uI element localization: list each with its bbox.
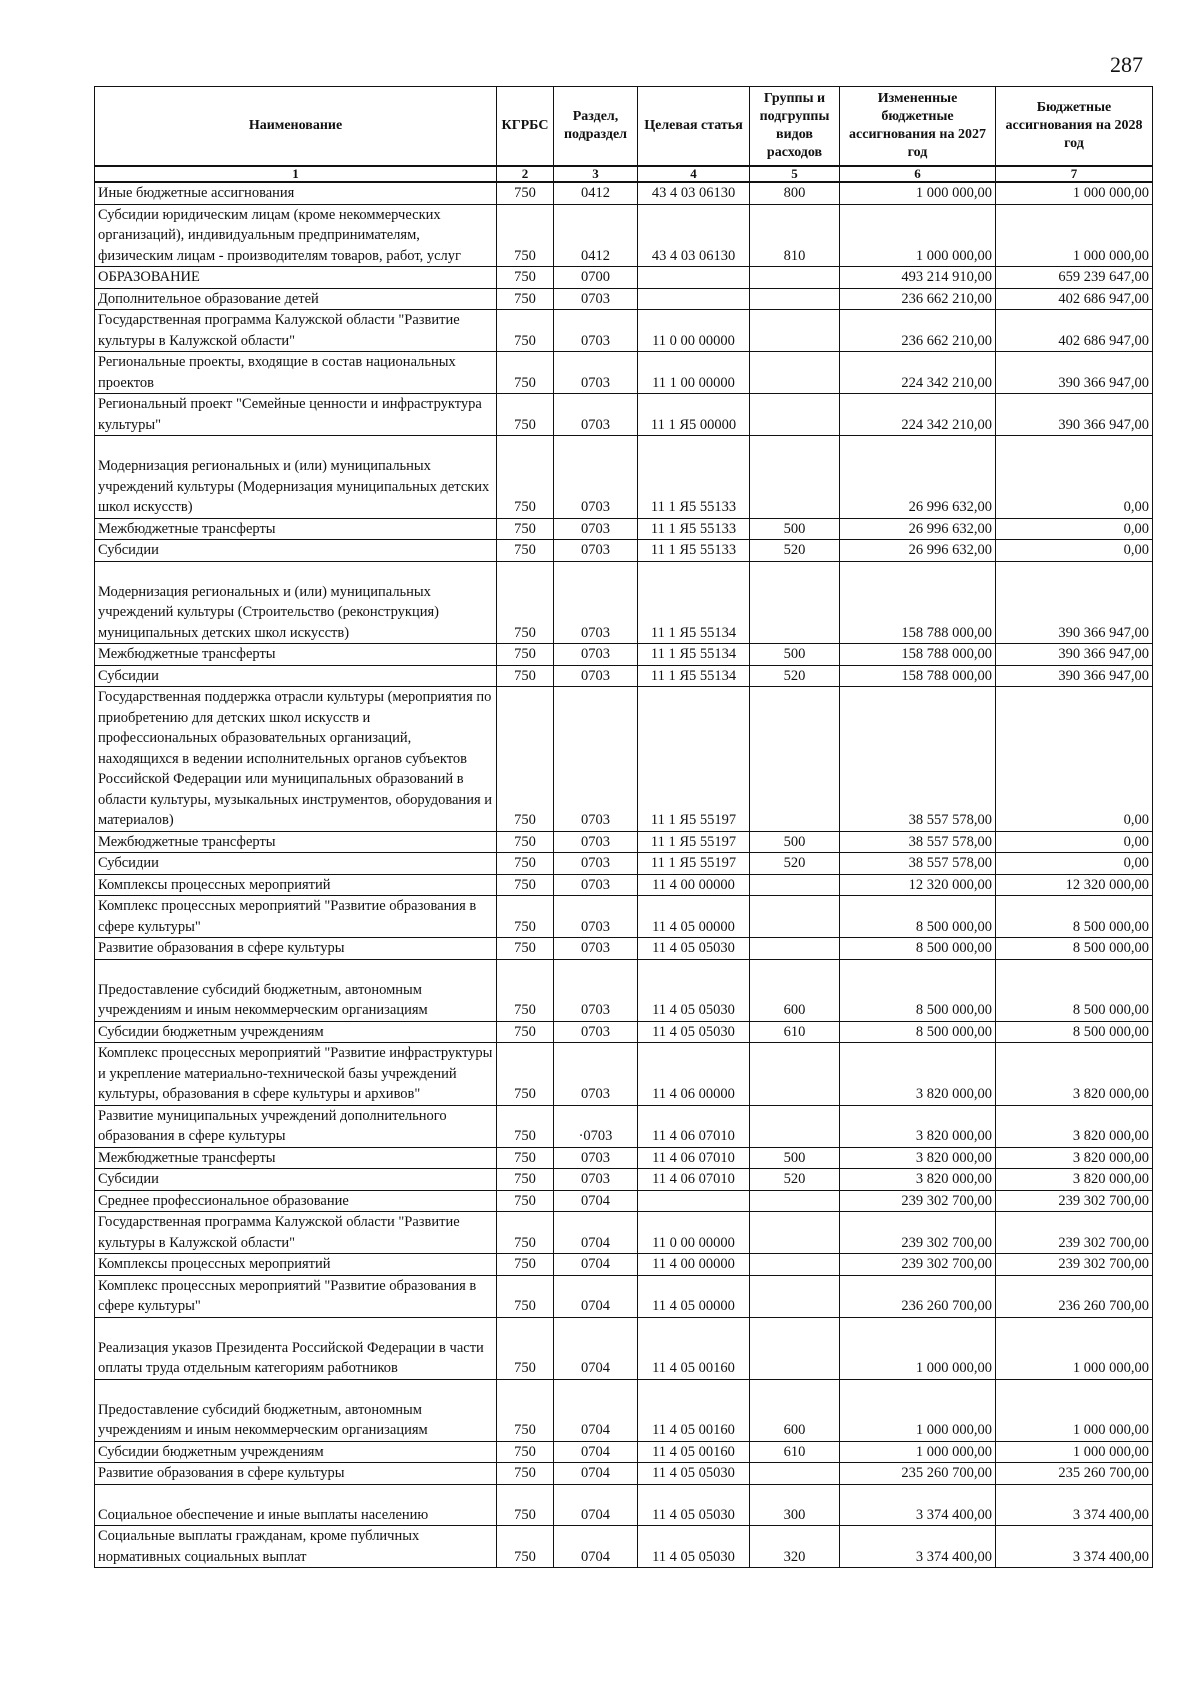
cell-group — [750, 896, 840, 938]
cell-2028: 0,00 — [996, 687, 1153, 832]
cell-group — [750, 1254, 840, 1276]
cell-kgrbs: 750 — [497, 665, 554, 687]
cell-article: 11 1 00 00000 — [638, 352, 750, 394]
cell-article: 43 4 03 06130 — [638, 182, 750, 204]
cell-name: Комплексы процессных мероприятий — [95, 874, 497, 896]
cell-section: ·0703 — [554, 1105, 638, 1147]
cell-article — [638, 267, 750, 289]
cell-2027: 8 500 000,00 — [840, 1021, 996, 1043]
table-row — [95, 644, 1153, 666]
cell-section: 0703 — [554, 540, 638, 562]
column-number: 7 — [996, 166, 1153, 182]
cell-name: Комплекс процессных мероприятий "Развитие образования в сфере культуры" — [95, 1275, 497, 1317]
cell-2027: 26 996 632,00 — [840, 436, 996, 519]
cell-2027: 1 000 000,00 — [840, 1317, 996, 1379]
cell-2027: 493 214 910,00 — [840, 267, 996, 289]
cell-2028: 236 260 700,00 — [996, 1275, 1153, 1317]
cell-2028: 0,00 — [996, 853, 1153, 875]
cell-2027: 8 500 000,00 — [840, 938, 996, 960]
cell-kgrbs: 750 — [497, 959, 554, 1021]
table-row — [95, 561, 1153, 644]
cell-kgrbs: 750 — [497, 182, 554, 204]
cell-group: 500 — [750, 831, 840, 853]
cell-name: Государственная программа Калужской области "Развитие культуры в Калужской области" — [95, 310, 497, 352]
cell-group — [750, 1463, 840, 1485]
cell-kgrbs: 750 — [497, 518, 554, 540]
table-row — [95, 1463, 1153, 1485]
page-number: 287 — [1110, 52, 1143, 77]
table-row — [95, 1275, 1153, 1317]
cell-article: 11 4 06 00000 — [638, 1043, 750, 1106]
cell-name: Субсидии — [95, 665, 497, 687]
table-row — [95, 1190, 1153, 1212]
table-row — [95, 1317, 1153, 1379]
cell-2028: 8 500 000,00 — [996, 896, 1153, 938]
header-article: Целевая статья — [638, 87, 750, 167]
budget-table — [94, 86, 1153, 1568]
cell-section: 0704 — [554, 1254, 638, 1276]
cell-kgrbs: 750 — [497, 853, 554, 875]
cell-article — [638, 288, 750, 310]
cell-group: 500 — [750, 644, 840, 666]
cell-name: Комплекс процессных мероприятий "Развитие инфраструктуры и укрепление материально-технической базы учреждений культуры, образования в сфере культуры и архивов" — [95, 1043, 497, 1106]
cell-group: 520 — [750, 853, 840, 875]
cell-name: Социальные выплаты гражданам, кроме публичных нормативных социальных выплат — [95, 1526, 497, 1568]
cell-kgrbs: 750 — [497, 1275, 554, 1317]
cell-article: 11 4 06 07010 — [638, 1169, 750, 1191]
cell-section: 0704 — [554, 1275, 638, 1317]
cell-2028: 3 820 000,00 — [996, 1169, 1153, 1191]
cell-2027: 239 302 700,00 — [840, 1254, 996, 1276]
cell-2027: 26 996 632,00 — [840, 540, 996, 562]
cell-article: 11 4 00 00000 — [638, 1254, 750, 1276]
cell-kgrbs: 750 — [497, 1317, 554, 1379]
cell-kgrbs: 750 — [497, 1043, 554, 1106]
cell-group: 600 — [750, 959, 840, 1021]
cell-name: Социальное обеспечение и иные выплаты населению — [95, 1484, 497, 1526]
cell-name: Предоставление субсидий бюджетным, автономным учреждениям и иным некоммерческим организациям — [95, 1379, 497, 1441]
cell-article: 11 4 05 00160 — [638, 1379, 750, 1441]
cell-section: 0704 — [554, 1526, 638, 1568]
table-row — [95, 1105, 1153, 1147]
cell-name: Модернизация региональных и (или) муниципальных учреждений культуры (Модернизация муниципальных детских школ искусств) — [95, 436, 497, 519]
cell-article: 43 4 03 06130 — [638, 204, 750, 267]
cell-name: Комплексы процессных мероприятий — [95, 1254, 497, 1276]
cell-section: 0703 — [554, 938, 638, 960]
cell-section: 0704 — [554, 1484, 638, 1526]
cell-article: 11 4 05 05030 — [638, 938, 750, 960]
cell-2027: 239 302 700,00 — [840, 1212, 996, 1254]
cell-article — [638, 1190, 750, 1212]
cell-group — [750, 352, 840, 394]
cell-kgrbs: 750 — [497, 204, 554, 267]
table-row — [95, 394, 1153, 436]
cell-kgrbs: 750 — [497, 1169, 554, 1191]
table-row — [95, 204, 1153, 267]
cell-kgrbs: 750 — [497, 896, 554, 938]
cell-section: 0703 — [554, 853, 638, 875]
header-row — [95, 87, 1153, 167]
cell-2027: 1 000 000,00 — [840, 1441, 996, 1463]
cell-section: 0703 — [554, 436, 638, 519]
cell-article: 11 4 05 05030 — [638, 1484, 750, 1526]
cell-section: 0703 — [554, 288, 638, 310]
cell-section: 0703 — [554, 394, 638, 436]
cell-2028: 3 820 000,00 — [996, 1043, 1153, 1106]
column-number: 1 — [95, 166, 497, 182]
cell-article: 11 1 Я5 55133 — [638, 540, 750, 562]
table-row — [95, 1526, 1153, 1568]
cell-article: 11 4 06 07010 — [638, 1147, 750, 1169]
cell-section: 0704 — [554, 1463, 638, 1485]
table-row — [95, 831, 1153, 853]
cell-name: Субсидии — [95, 540, 497, 562]
cell-section: 0703 — [554, 518, 638, 540]
cell-group — [750, 288, 840, 310]
cell-section: 0703 — [554, 959, 638, 1021]
cell-article: 11 4 05 00160 — [638, 1441, 750, 1463]
cell-2027: 236 662 210,00 — [840, 288, 996, 310]
cell-group — [750, 267, 840, 289]
cell-section: 0704 — [554, 1379, 638, 1441]
cell-name: Субсидии — [95, 1169, 497, 1191]
cell-kgrbs: 750 — [497, 1441, 554, 1463]
table-row — [95, 267, 1153, 289]
cell-section: 0704 — [554, 1317, 638, 1379]
cell-article: 11 1 Я5 00000 — [638, 394, 750, 436]
cell-2028: 235 260 700,00 — [996, 1463, 1153, 1485]
cell-group — [750, 1317, 840, 1379]
cell-kgrbs: 750 — [497, 310, 554, 352]
table-row — [95, 959, 1153, 1021]
cell-2027: 12 320 000,00 — [840, 874, 996, 896]
cell-kgrbs: 750 — [497, 1190, 554, 1212]
cell-article: 11 4 06 07010 — [638, 1105, 750, 1147]
cell-name: Субсидии — [95, 853, 497, 875]
cell-2027: 158 788 000,00 — [840, 665, 996, 687]
cell-name: Развитие образования в сфере культуры — [95, 1463, 497, 1485]
cell-2028: 3 820 000,00 — [996, 1147, 1153, 1169]
table-row — [95, 853, 1153, 875]
column-number: 5 — [750, 166, 840, 182]
cell-2028: 8 500 000,00 — [996, 938, 1153, 960]
cell-group — [750, 436, 840, 519]
cell-article: 11 0 00 00000 — [638, 310, 750, 352]
cell-section: 0703 — [554, 687, 638, 832]
cell-group — [750, 561, 840, 644]
cell-2027: 3 820 000,00 — [840, 1105, 996, 1147]
table-row — [95, 1043, 1153, 1106]
cell-article: 11 4 05 05030 — [638, 1526, 750, 1568]
cell-2028: 0,00 — [996, 831, 1153, 853]
cell-2027: 235 260 700,00 — [840, 1463, 996, 1485]
cell-2028: 390 366 947,00 — [996, 561, 1153, 644]
table-row — [95, 874, 1153, 896]
cell-section: 0704 — [554, 1441, 638, 1463]
cell-kgrbs: 750 — [497, 561, 554, 644]
cell-2027: 3 374 400,00 — [840, 1484, 996, 1526]
cell-group — [750, 1043, 840, 1106]
cell-2028: 1 000 000,00 — [996, 204, 1153, 267]
cell-2028: 0,00 — [996, 518, 1153, 540]
cell-2028: 3 374 400,00 — [996, 1484, 1153, 1526]
cell-section: 0703 — [554, 1021, 638, 1043]
cell-article: 11 4 05 00000 — [638, 1275, 750, 1317]
cell-2028: 239 302 700,00 — [996, 1254, 1153, 1276]
table-row — [95, 1441, 1153, 1463]
header-section: Раздел, подраздел — [554, 87, 638, 167]
cell-section: 0703 — [554, 1169, 638, 1191]
cell-article: 11 4 05 05030 — [638, 1021, 750, 1043]
cell-article: 11 1 Я5 55133 — [638, 436, 750, 519]
cell-2028: 1 000 000,00 — [996, 1317, 1153, 1379]
cell-group: 800 — [750, 182, 840, 204]
cell-name: Комплекс процессных мероприятий "Развитие образования в сфере культуры" — [95, 896, 497, 938]
table-row — [95, 1021, 1153, 1043]
cell-kgrbs: 750 — [497, 1463, 554, 1485]
cell-article: 11 0 00 00000 — [638, 1212, 750, 1254]
table-row — [95, 1147, 1153, 1169]
cell-article: 11 4 05 05030 — [638, 959, 750, 1021]
cell-kgrbs: 750 — [497, 1021, 554, 1043]
cell-name: Модернизация региональных и (или) муниципальных учреждений культуры (Строительство (реконструкция) муниципальных детских школ искусств) — [95, 561, 497, 644]
cell-2028: 239 302 700,00 — [996, 1190, 1153, 1212]
cell-name: Межбюджетные трансферты — [95, 1147, 497, 1169]
table-row — [95, 310, 1153, 352]
table-body — [95, 182, 1153, 1568]
cell-section: 0412 — [554, 182, 638, 204]
cell-name: Субсидии бюджетным учреждениям — [95, 1441, 497, 1463]
cell-name: Региональный проект "Семейные ценности и инфраструктура культуры" — [95, 394, 497, 436]
cell-section: 0703 — [554, 1147, 638, 1169]
table-row — [95, 182, 1153, 204]
cell-kgrbs: 750 — [497, 644, 554, 666]
cell-2027: 3 820 000,00 — [840, 1043, 996, 1106]
cell-2028: 0,00 — [996, 540, 1153, 562]
cell-group — [750, 310, 840, 352]
cell-kgrbs: 750 — [497, 1379, 554, 1441]
cell-kgrbs: 750 — [497, 687, 554, 832]
table-row — [95, 938, 1153, 960]
cell-group — [750, 687, 840, 832]
table-row — [95, 1169, 1153, 1191]
cell-2028: 659 239 647,00 — [996, 267, 1153, 289]
cell-2027: 1 000 000,00 — [840, 204, 996, 267]
table-row — [95, 518, 1153, 540]
cell-2028: 8 500 000,00 — [996, 1021, 1153, 1043]
cell-2028: 402 686 947,00 — [996, 310, 1153, 352]
cell-article: 11 4 05 00000 — [638, 896, 750, 938]
cell-2027: 236 260 700,00 — [840, 1275, 996, 1317]
column-number: 3 — [554, 166, 638, 182]
cell-2027: 3 820 000,00 — [840, 1147, 996, 1169]
cell-2027: 1 000 000,00 — [840, 1379, 996, 1441]
cell-name: Развитие муниципальных учреждений дополнительного образования в сфере культуры — [95, 1105, 497, 1147]
table-row — [95, 687, 1153, 832]
cell-2027: 26 996 632,00 — [840, 518, 996, 540]
cell-article: 11 1 Я5 55197 — [638, 687, 750, 832]
cell-section: 0703 — [554, 665, 638, 687]
cell-group: 520 — [750, 665, 840, 687]
cell-name: Субсидии бюджетным учреждениям — [95, 1021, 497, 1043]
cell-name: Дополнительное образование детей — [95, 288, 497, 310]
cell-2028: 3 374 400,00 — [996, 1526, 1153, 1568]
cell-group: 520 — [750, 1169, 840, 1191]
cell-name: Межбюджетные трансферты — [95, 644, 497, 666]
table-row — [95, 1212, 1153, 1254]
cell-group — [750, 1212, 840, 1254]
cell-name: ОБРАЗОВАНИЕ — [95, 267, 497, 289]
cell-group: 810 — [750, 204, 840, 267]
cell-group — [750, 1275, 840, 1317]
cell-kgrbs: 750 — [497, 1484, 554, 1526]
cell-name: Государственная поддержка отрасли культуры (мероприятия по приобретению для детских школ искусств и профессиональных образовательных организаций, находящихся в ведении исполнительных органов субъектов Российской Федерации или муниципальных образований в области культуры, музыкальных инструментов, оборудования и материалов) — [95, 687, 497, 832]
cell-kgrbs: 750 — [497, 1147, 554, 1169]
cell-section: 0703 — [554, 352, 638, 394]
cell-group: 610 — [750, 1441, 840, 1463]
header-2028: Бюджетные ассигнования на 2028 год — [996, 87, 1153, 167]
cell-article: 11 1 Я5 55133 — [638, 518, 750, 540]
cell-article: 11 4 00 00000 — [638, 874, 750, 896]
cell-group: 500 — [750, 1147, 840, 1169]
table-row — [95, 540, 1153, 562]
table-row — [95, 896, 1153, 938]
header-kgrbs: КГРБС — [497, 87, 554, 167]
cell-group: 300 — [750, 1484, 840, 1526]
header-name: Наименование — [95, 87, 497, 167]
cell-article: 11 4 05 00160 — [638, 1317, 750, 1379]
cell-article: 11 1 Я5 55197 — [638, 853, 750, 875]
cell-2028: 1 000 000,00 — [996, 182, 1153, 204]
cell-2028: 3 820 000,00 — [996, 1105, 1153, 1147]
cell-section: 0703 — [554, 310, 638, 352]
cell-2027: 38 557 578,00 — [840, 831, 996, 853]
cell-article: 11 1 Я5 55134 — [638, 561, 750, 644]
cell-group: 520 — [750, 540, 840, 562]
cell-kgrbs: 750 — [497, 1526, 554, 1568]
cell-2027: 3 374 400,00 — [840, 1526, 996, 1568]
cell-kgrbs: 750 — [497, 1105, 554, 1147]
cell-group — [750, 1105, 840, 1147]
cell-kgrbs: 750 — [497, 1254, 554, 1276]
cell-2027: 239 302 700,00 — [840, 1190, 996, 1212]
table-row — [95, 288, 1153, 310]
cell-kgrbs: 750 — [497, 831, 554, 853]
cell-name: Иные бюджетные ассигнования — [95, 182, 497, 204]
cell-kgrbs: 750 — [497, 394, 554, 436]
header-group: Группы и подгруппы видов расходов — [750, 87, 840, 167]
table-row — [95, 1484, 1153, 1526]
cell-2028: 1 000 000,00 — [996, 1379, 1153, 1441]
cell-2028: 0,00 — [996, 436, 1153, 519]
cell-2028: 12 320 000,00 — [996, 874, 1153, 896]
cell-2027: 236 662 210,00 — [840, 310, 996, 352]
cell-2028: 390 366 947,00 — [996, 665, 1153, 687]
cell-2027: 224 342 210,00 — [840, 394, 996, 436]
cell-kgrbs: 750 — [497, 540, 554, 562]
table-row — [95, 436, 1153, 519]
column-number: 4 — [638, 166, 750, 182]
cell-article: 11 1 Я5 55134 — [638, 644, 750, 666]
cell-2027: 3 820 000,00 — [840, 1169, 996, 1191]
cell-kgrbs: 750 — [497, 874, 554, 896]
cell-section: 0704 — [554, 1212, 638, 1254]
cell-2027: 38 557 578,00 — [840, 687, 996, 832]
cell-name: Региональные проекты, входящие в состав национальных проектов — [95, 352, 497, 394]
cell-2027: 38 557 578,00 — [840, 853, 996, 875]
cell-group: 320 — [750, 1526, 840, 1568]
cell-kgrbs: 750 — [497, 436, 554, 519]
table-row — [95, 352, 1153, 394]
cell-2027: 8 500 000,00 — [840, 959, 996, 1021]
cell-section: 0703 — [554, 831, 638, 853]
cell-2028: 402 686 947,00 — [996, 288, 1153, 310]
cell-kgrbs: 750 — [497, 352, 554, 394]
cell-2028: 8 500 000,00 — [996, 959, 1153, 1021]
cell-2028: 1 000 000,00 — [996, 1441, 1153, 1463]
cell-section: 0703 — [554, 874, 638, 896]
table-row — [95, 665, 1153, 687]
cell-kgrbs: 750 — [497, 938, 554, 960]
cell-section: 0700 — [554, 267, 638, 289]
cell-2027: 224 342 210,00 — [840, 352, 996, 394]
column-number-row — [95, 166, 1153, 182]
cell-2027: 8 500 000,00 — [840, 896, 996, 938]
cell-group: 500 — [750, 518, 840, 540]
cell-name: Субсидии юридическим лицам (кроме некоммерческих организаций), индивидуальным предпринимателям, физическим лицам - производителям товаров, работ, услуг — [95, 204, 497, 267]
cell-kgrbs: 750 — [497, 288, 554, 310]
cell-section: 0703 — [554, 644, 638, 666]
cell-group — [750, 1190, 840, 1212]
cell-2028: 390 366 947,00 — [996, 644, 1153, 666]
column-number: 2 — [497, 166, 554, 182]
cell-group: 600 — [750, 1379, 840, 1441]
cell-name: Предоставление субсидий бюджетным, автономным учреждениям и иным некоммерческим организациям — [95, 959, 497, 1021]
cell-2028: 390 366 947,00 — [996, 394, 1153, 436]
cell-article: 11 4 05 05030 — [638, 1463, 750, 1485]
cell-section: 0704 — [554, 1190, 638, 1212]
cell-name: Развитие образования в сфере культуры — [95, 938, 497, 960]
cell-name: Межбюджетные трансферты — [95, 831, 497, 853]
header-2027: Измененные бюджетные ассигнования на 2027 год — [840, 87, 996, 167]
cell-group — [750, 874, 840, 896]
cell-name: Среднее профессиональное образование — [95, 1190, 497, 1212]
cell-group — [750, 938, 840, 960]
cell-name: Межбюджетные трансферты — [95, 518, 497, 540]
cell-group — [750, 394, 840, 436]
table-row — [95, 1379, 1153, 1441]
cell-group: 610 — [750, 1021, 840, 1043]
cell-name: Государственная программа Калужской области "Развитие культуры в Калужской области" — [95, 1212, 497, 1254]
table-row — [95, 1254, 1153, 1276]
column-number: 6 — [840, 166, 996, 182]
cell-section: 0703 — [554, 896, 638, 938]
cell-2028: 390 366 947,00 — [996, 352, 1153, 394]
cell-2027: 1 000 000,00 — [840, 182, 996, 204]
cell-name: Реализация указов Президента Российской Федерации в части оплаты труда отдельным категориям работников — [95, 1317, 497, 1379]
cell-kgrbs: 750 — [497, 267, 554, 289]
cell-article: 11 1 Я5 55134 — [638, 665, 750, 687]
cell-section: 0703 — [554, 1043, 638, 1106]
cell-2027: 158 788 000,00 — [840, 644, 996, 666]
cell-kgrbs: 750 — [497, 1212, 554, 1254]
cell-2027: 158 788 000,00 — [840, 561, 996, 644]
cell-section: 0412 — [554, 204, 638, 267]
cell-section: 0703 — [554, 561, 638, 644]
cell-2028: 239 302 700,00 — [996, 1212, 1153, 1254]
cell-article: 11 1 Я5 55197 — [638, 831, 750, 853]
